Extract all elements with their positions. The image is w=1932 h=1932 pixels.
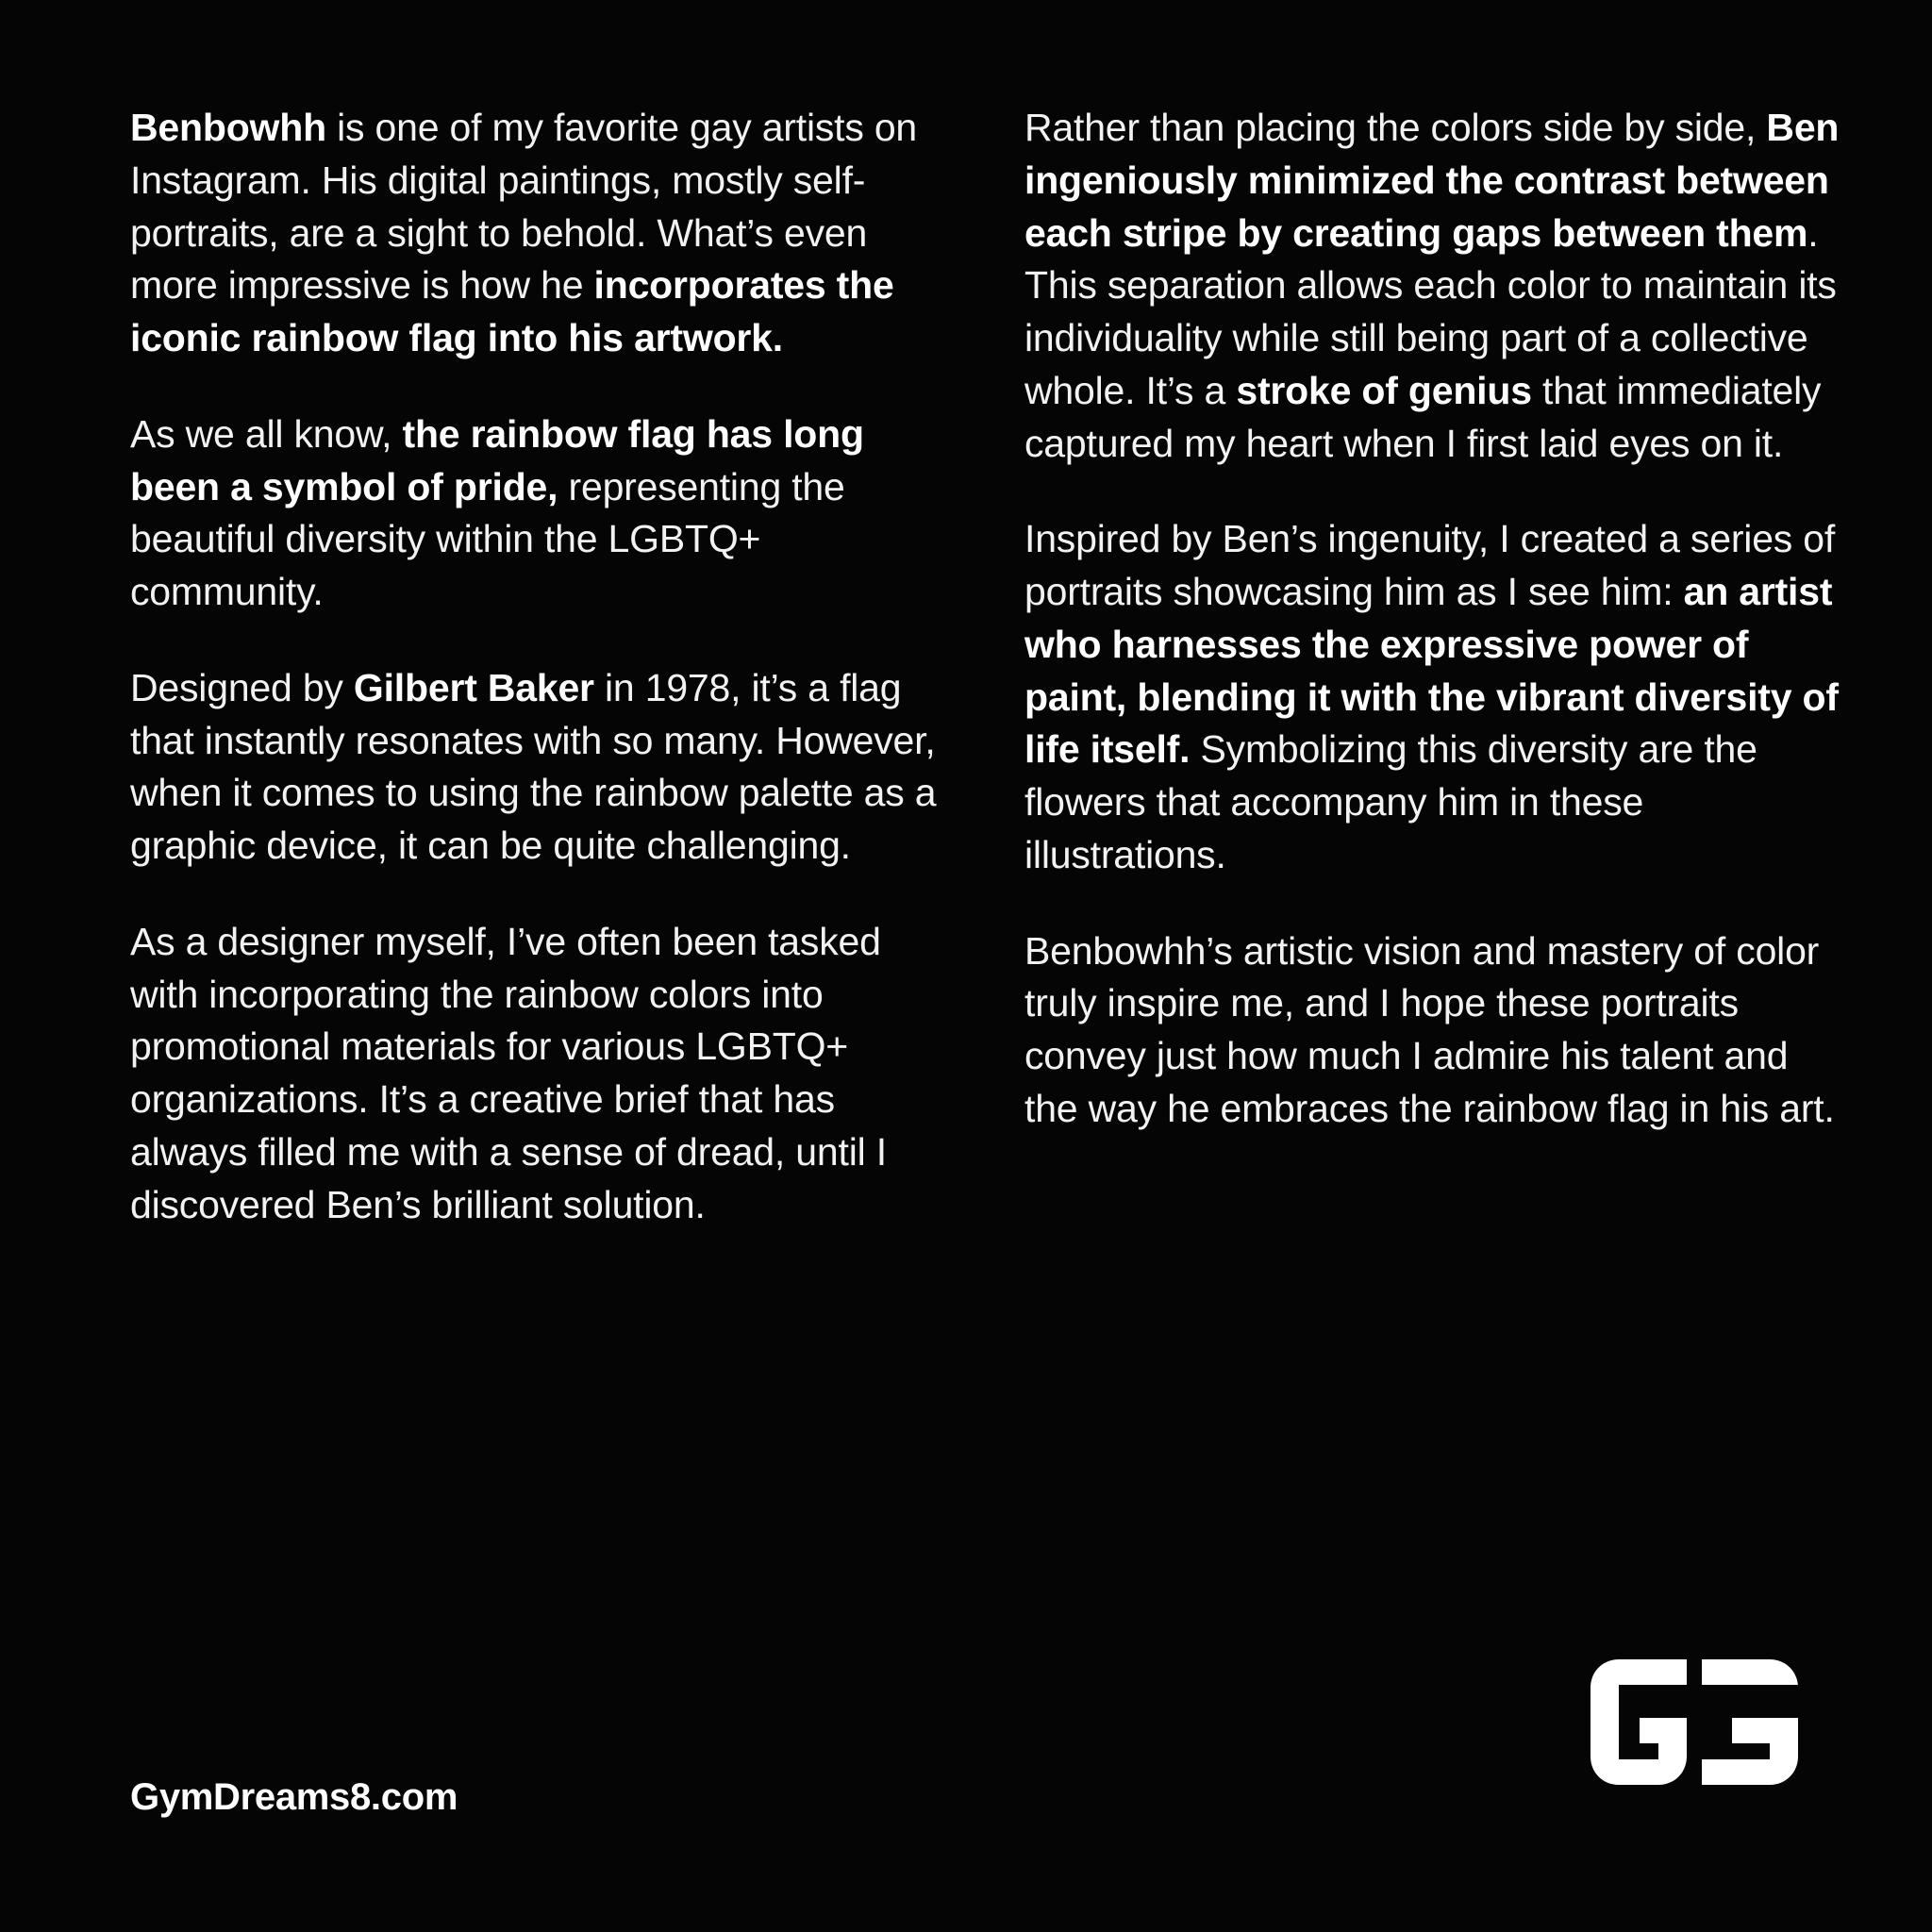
paragraph: Benbowhh’s artistic vision and mastery of color truly inspire me, and I hope these portraits convey just how much I admire his talent and the way he embraces the rainbow flag in his art. [1024, 928, 1835, 1130]
paragraph: Designed by Gilbert Baker in 1978, it’s a flag that instantly resonates with so many. However, when it comes to using the rainbow palette as a graphic device, it can be quite challenging. [130, 665, 937, 867]
left-column [130, 102, 953, 1231]
paragraph: As we all know, the rainbow flag has long been a symbol of pride, representing the beautiful diversity within the LGBTQ+ community. [130, 411, 864, 613]
gymdreams-gg-logo [1591, 1654, 1826, 1790]
paragraph: Benbowhh is one of my favorite gay artists on Instagram. His digital paintings, mostly self-portraits, are a sight to behold. What’s even more impressive is how he incorporates the iconic rainbow flag into his artwork. [130, 106, 918, 359]
website-url[interactable]: GymDreams8.com [130, 1776, 458, 1818]
right-column [1024, 102, 1847, 1231]
paragraph: Rather than placing the colors side by side, Ben ingeniously minimized the contrast between each stripe by creating gaps between them. This separation allows each color to maintain its individuality while still being part of a collective whole. It’s a stroke of genius that immediately captured my heart when I first laid eyes on it. [1024, 106, 1840, 465]
paragraph: As a designer myself, I’ve often been tasked with incorporating the rainbow colors into promotional materials for various LGBTQ+ organizations. It’s a creative brief that has always filled me with a sense of dread, until I discovered Ben’s brilliant solution. [130, 919, 887, 1226]
paragraph: Inspired by Ben’s ingenuity, I created a series of portraits showcasing him as I see him: an artist who harnesses the expressive power of paint, blending it with the vibrant diversity of life itself. Symbolizing this diversity are the flowers that accompany him in these illustrations. [1024, 517, 1839, 876]
